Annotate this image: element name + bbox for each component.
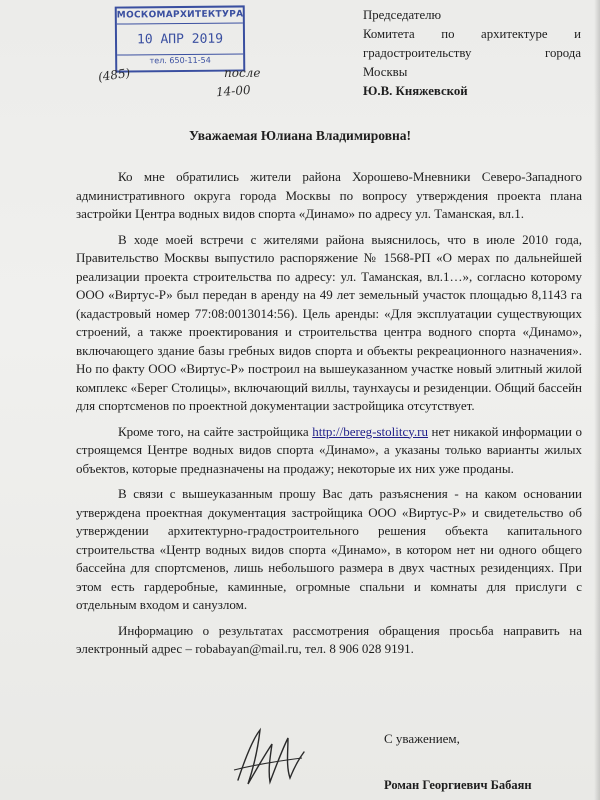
handwritten-note: 14-00 xyxy=(215,82,252,100)
stamp-phone: тел. 650-11-54 xyxy=(149,55,211,66)
registration-stamp xyxy=(115,5,246,72)
addressee-title: градостроительству города xyxy=(363,46,581,60)
closing-phrase: С уважением, xyxy=(384,731,460,746)
paragraph: Информацию о результатах рассмотрения обращения просьба направить на электронный адрес – robabayan@mail.ru, тел. 8 906 028 9191. xyxy=(76,622,582,656)
paragraph: В связи с вышеуказанным прошу Вас дать разъяснения - на каком основании утверждена проектная документация застройщика ООО «Виртус-Р» и свидетельство об утверждении архитектурно-градостроительного решения объекта капитального строительства «Центр водных видов спорта «Динамо», в котором нет ни одного общего бассейна для спортсменов, лишь небольшого размера в двух частных резиденциях. При этом есть гардеробные, каминные, огромные спальни и комнаты для прислуги с отдельным входом и санузлом. xyxy=(76,486,582,612)
stamp-divider xyxy=(117,22,243,24)
stamp-date: 10 АПР 2019 xyxy=(136,31,224,48)
handwritten-note: (485) xyxy=(97,65,132,85)
page-edge-shadow xyxy=(594,0,600,800)
paragraph: Ко мне обратились жители района Хорошево-Мневники Северо-Западного административного округа города Москвы по вопросу утверждения проекта плана застройки Центра водных видов спорта «Динамо» по адресу ул. Таманская, вл.1. xyxy=(76,169,582,221)
paragraph: В ходе моей встречи с жителями района выяснилось, что в июле 2010 года, Правительство Москвы выпустило распоряжение № 1568-РП «О мерах по дальнейшей реализации проекта строительства по адресу: ул. Таманская, вл.1…», согласно которому ООО «Виртус-Р» был передан в аренду на 49 лет земельный участок площадью 8,1143 га (кадастровый номер 77:08:0013014:56). Цель аренды: «Для эксплуатации существующих строений, а также проектирования и строительства центра водного спорта «Динамо», включающего здание базы гребных видов спорта и объекты рекреационного назначения». Но по факту ООО «Виртус-Р» построил на вышеуказанном участке новый элитный жилой комплекс «Берег Столицы», включающий виллы, таунхаусы и резиденции. Общий бассейн для спортсменов по проектной документации застройщика отсутствует. xyxy=(76,231,582,413)
addressee-block xyxy=(363,6,581,101)
signer-name: Роман Георгиевич Бабаян xyxy=(384,778,532,792)
letter-body xyxy=(76,168,582,666)
greeting: Уважаемая Юлиана Владимировна! xyxy=(188,128,412,143)
handwritten-note: после xyxy=(224,66,261,80)
addressee-title: Комитета по архитектуре и xyxy=(363,27,581,41)
paragraph xyxy=(76,423,582,479)
addressee-name: Ю.В. Княжевской xyxy=(363,84,468,98)
handwritten-signature xyxy=(230,722,310,797)
addressee-title: Москвы xyxy=(363,65,408,79)
developer-website-link[interactable]: http://bereg-stolitcy.ru xyxy=(312,423,428,439)
paragraph-text: Кроме того, на сайте застройщика xyxy=(118,423,313,439)
addressee-title: Председателю xyxy=(363,8,442,22)
paragraph-text: нет никакой информации о строящемся Центре водных видов спорта «Динамо», а указаны только варианты жилых объектов, которые предназначены на продажу; некоторые их них уже проданы. xyxy=(76,423,582,476)
stamp-organization: МОСКОМАРХИТЕКТУРА xyxy=(116,9,244,21)
